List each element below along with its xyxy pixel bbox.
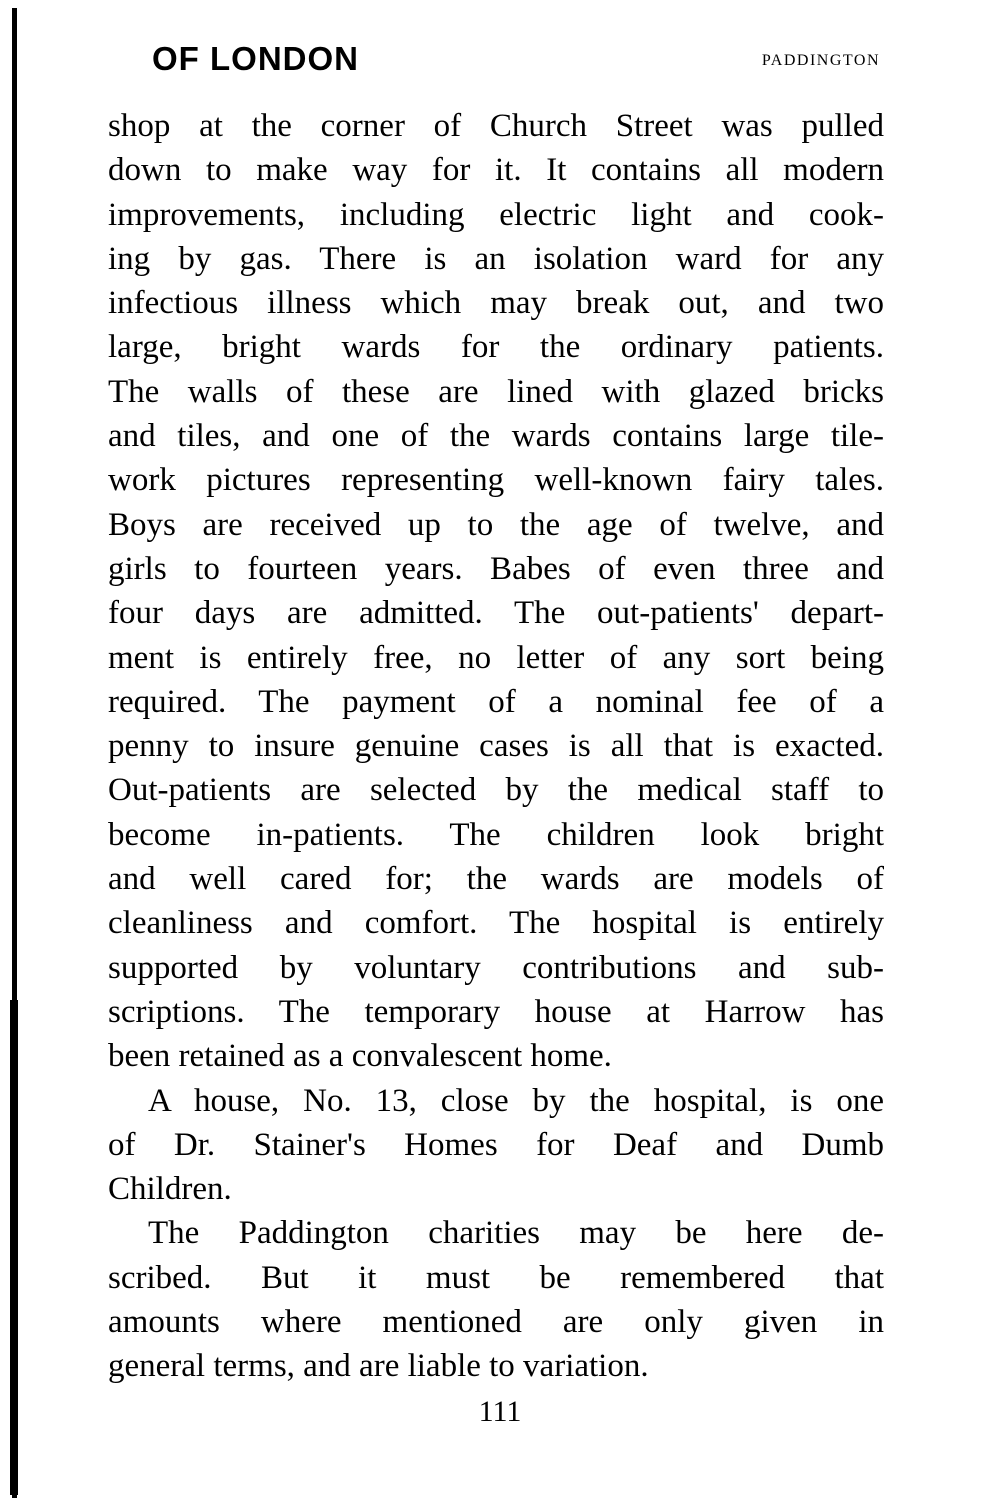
text-line: of Dr. Stainer's Homes for Deaf and Dumb — [108, 1126, 884, 1163]
text-line: scribed. But it must be remembered that — [108, 1259, 884, 1296]
text-line: general terms, and are liable to variation. — [108, 1348, 649, 1385]
text-line: girls to fourteen years. Babes of even three and — [108, 550, 884, 587]
text-line: and well cared for; the wards are models of — [108, 861, 884, 898]
text-line: Out-patients are selected by the medical staff to — [108, 772, 884, 809]
text-line: and tiles, and one of the wards contains large tile- — [108, 418, 884, 455]
running-header — [152, 40, 880, 90]
text-line: penny to insure genuine cases is all that is exacted. — [108, 728, 884, 765]
text-line: cleanliness and comfort. The hospital is entirely — [108, 905, 884, 942]
paragraph — [108, 1211, 884, 1388]
text-line: The walls of these are lined with glazed bricks — [108, 373, 884, 410]
text-line: The Paddington charities may be here de- — [148, 1215, 884, 1252]
text-line: A house, No. 13, close by the hospital, is one — [148, 1082, 884, 1119]
body-text — [108, 104, 884, 1389]
text-line: large, bright wards for the ordinary patients. — [108, 329, 884, 366]
text-line: four days are admitted. The out-patients' depart- — [108, 595, 884, 632]
running-header-title: OF LONDON — [152, 40, 359, 77]
text-line: become in-patients. The children look bright — [108, 816, 884, 853]
text-line: Children. — [108, 1171, 232, 1208]
page-number: 111 — [478, 1395, 522, 1428]
text-line: improvements, including electric light and cook- — [108, 196, 884, 233]
text-line: been retained as a convalescent home. — [108, 1038, 612, 1075]
text-line: Boys are received up to the age of twelve, and — [108, 506, 884, 543]
text-line: infectious illness which may break out, and two — [108, 285, 884, 322]
text-line: scriptions. The temporary house at Harrow has — [108, 993, 884, 1030]
text-line: down to make way for it. It contains all modern — [108, 152, 884, 189]
paragraph — [108, 1079, 884, 1212]
text-line: required. The payment of a nominal fee of a — [108, 683, 884, 720]
text-line: ing by gas. There is an isolation ward for any — [108, 240, 884, 277]
paragraph — [108, 104, 884, 1079]
text-line: work pictures representing well-known fairy tales. — [108, 462, 884, 499]
text-line: ment is entirely free, no letter of any sort being — [108, 639, 884, 676]
text-line: amounts where mentioned are only given in — [108, 1304, 884, 1341]
text-line: supported by voluntary contributions and sub- — [108, 949, 884, 986]
running-header-section: PADDINGTON — [761, 52, 880, 69]
text-line: shop at the corner of Church Street was pulled — [108, 108, 884, 144]
